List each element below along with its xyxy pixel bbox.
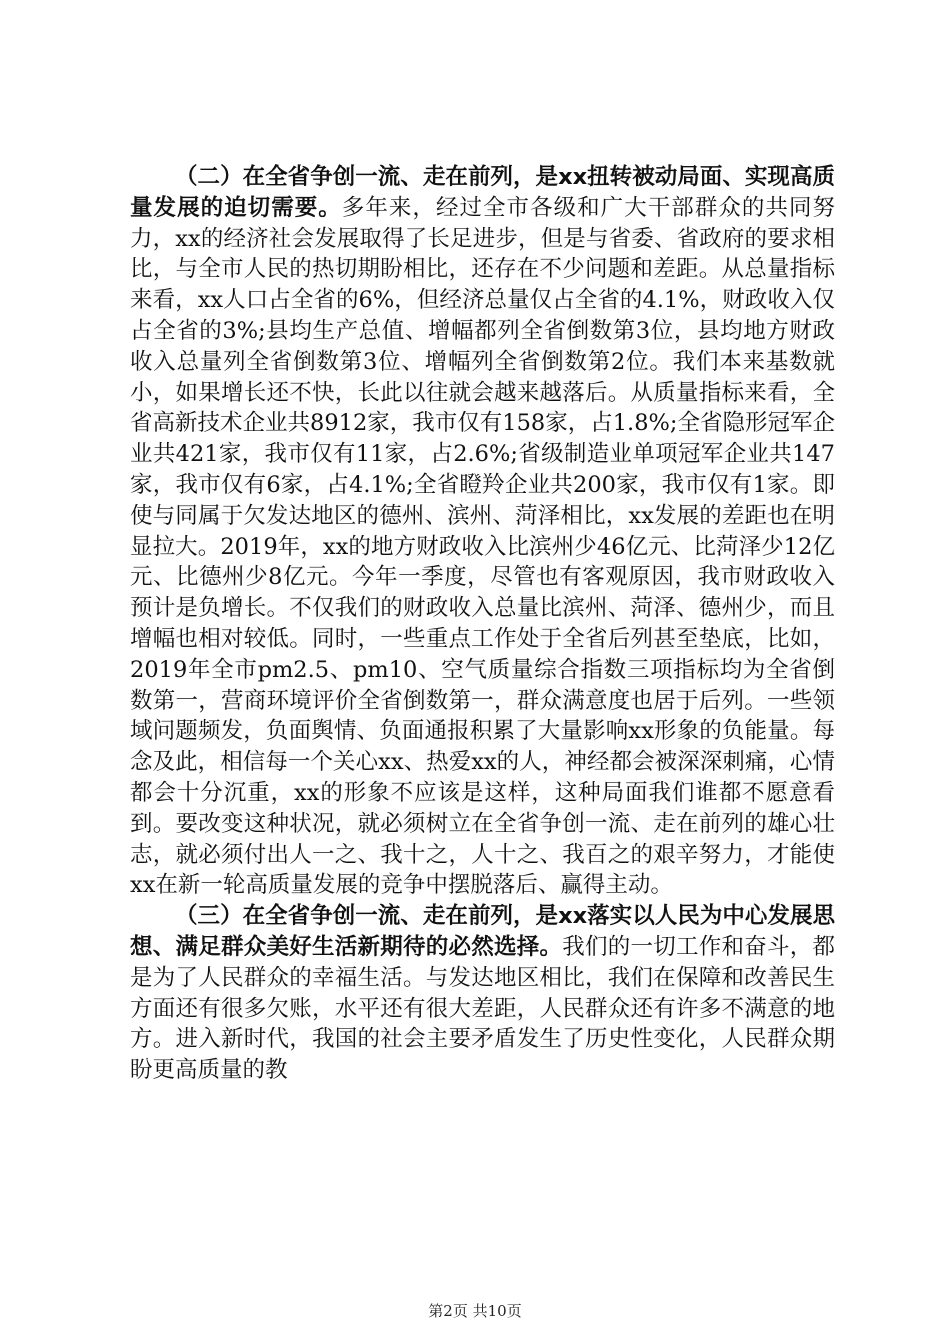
body-text bbox=[130, 162, 835, 1086]
paragraph-body: 多年来，经过全市各级和广大干部群众的共同努力，xx的经济社会发展取得了长足进步，但是与省委、省政府的要求相比，与全市人民的热切期盼相比，还存在不少问题和差距。从总量指标来看，xx人口占全省的6%，但经济总量仅占全省的4.1%，财政收入仅占全省的3%;县均生产总值、增幅都列全省倒数第3位，县均地方财政收入总量列全省倒数第3位、增幅列全省倒数第2位。我们本来基数就小，如果增长还不快，长此以往就会越来越落后。从质量指标来看，全省高新技术企业共8912家，我市仅有158家，占1.8%;全省隐形冠军企业共421家，我市仅有11家，占2.6%;省级制造业单项冠军企业共147家，我市仅有6家，占4.1%;全省瞪羚企业共200家，我市仅有1家。即使与同属于欠发达地区的德州、滨州、菏泽相比，xx发展的差距也在明显拉大。2019年，xx的地方财政收入比滨州少46亿元、比菏泽少12亿元、比德州少8亿元。今年一季度，尽管也有客观原因，我市财政收入预计是负增长。不仅我们的财政收入总量比滨州、菏泽、德州少，而且增幅也相对较低。同时，一些重点工作处于全省后列甚至垫底，比如，2019年全市pm2.5、pm10、空气质量综合指数三项指标均为全省倒数第一，营商环境评价全省倒数第一，群众满意度也居于后列。一些领域问题频发，负面舆情、负面通报积累了大量影响xx形象的负能量。每念及此，相信每一个关心xx、热爱xx的人，神经都会被深深刺痛，心情都会十分沉重，xx的形象不应该是这样，这种局面我们谁都不愿意看到。要改变这种状况，就必须树立在全省争创一流、走在前列的雄心壮志，就必须付出人一之、我十之，人十之、我百之的艰辛努力，才能使xx在新一轮高质量发展的竞争中摆脱落后、赢得主动。 bbox=[130, 194, 835, 899]
paragraph-heading: （三）在全省争创一流、走在前列，是xx落实以人民为中心发展思想、满足群众美好生活新期待的必然选择。 bbox=[130, 903, 835, 960]
paragraph-two bbox=[130, 162, 835, 901]
paragraph-heading: （二）在全省争创一流、走在前列，是xx扭转被动局面、实现高质量发展的迫切需要。 bbox=[130, 164, 835, 221]
page-footer: 第2页 共10页 bbox=[428, 1302, 522, 1320]
paragraph-body: 我们的一切工作和奋斗，都是为了人民群众的幸福生活。与发达地区相比，我们在保障和改善民生方面还有很多欠账，水平还有很大差距，人民群众还有许多不满意的地方。进入新时代，我国的社会主要矛盾发生了历史性变化，人民群众期盼更高质量的教 bbox=[130, 933, 835, 1084]
paragraph-three bbox=[130, 901, 835, 1086]
